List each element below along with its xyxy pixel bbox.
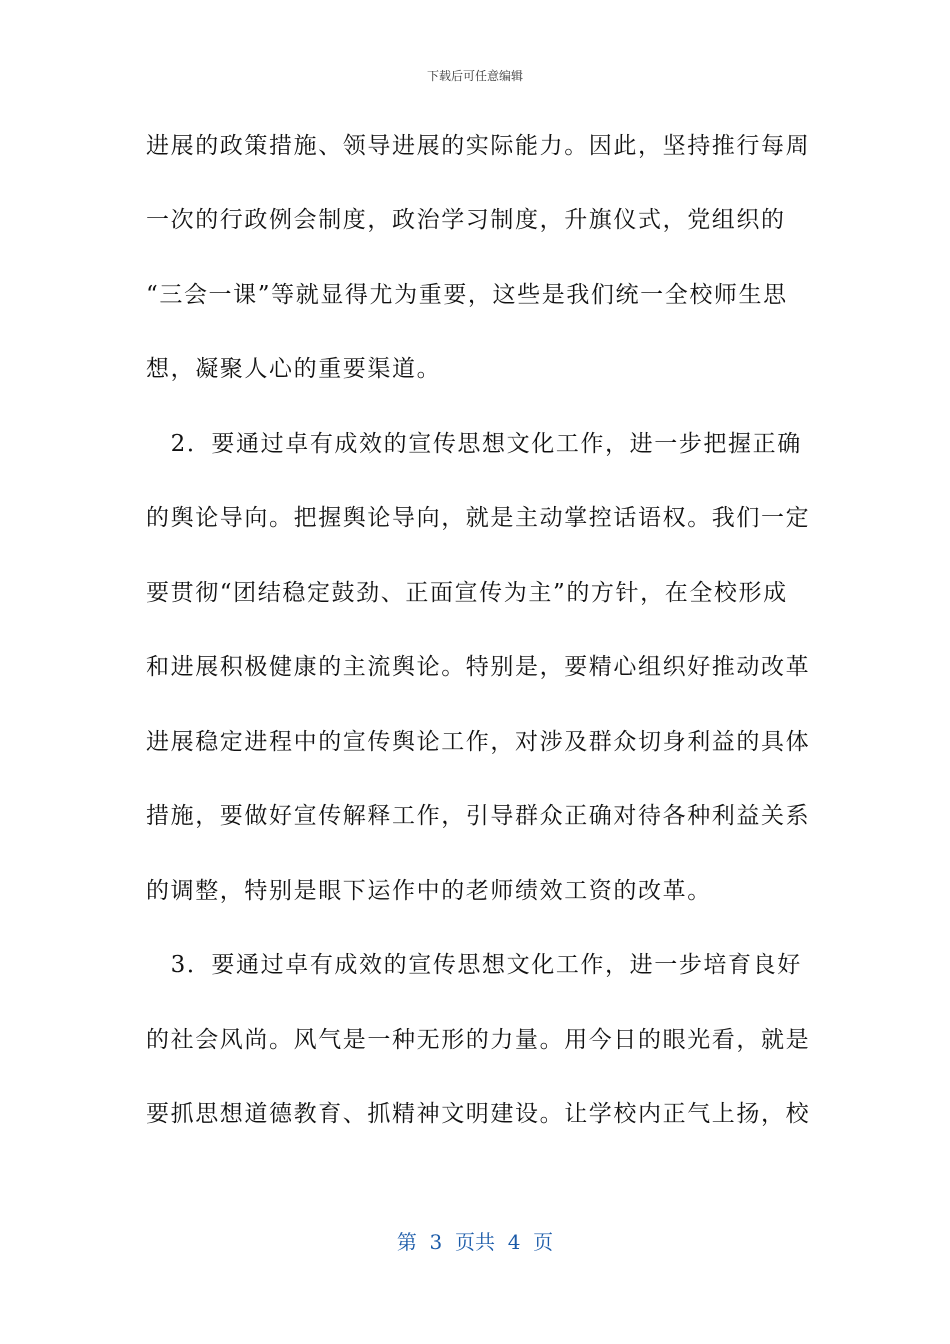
body-text-line: 要抓思想道德教育、抓精神文明建设。让学校内正气上扬，校 <box>146 1101 811 1127</box>
body-text-line: 的调整，特别是眼下运作中的老师绩效工资的改革。 <box>146 878 712 904</box>
body-text-line: 2．要通过卓有成效的宣传思想文化工作，进一步把握正确 <box>146 431 802 457</box>
body-text-line: 进展稳定进程中的宣传舆论工作，对涉及群众切身利益的具体 <box>146 729 811 755</box>
body-text-line: 的社会风尚。风气是一种无形的力量。用今日的眼光看，就是 <box>146 1027 811 1053</box>
body-text-line: 的舆论导向。把握舆论导向，就是主动掌控话语权。我们一定 <box>146 505 811 531</box>
body-text-line: 和进展积极健康的主流舆论。特别是，要精心组织好推动改革 <box>146 654 811 680</box>
body-text-line: 要贯彻“团结稳定鼓劲、正面宣传为主”的方针，在全校形成 <box>146 580 788 606</box>
body-text-line: 3．要通过卓有成效的宣传思想文化工作，进一步培育良好 <box>146 952 802 978</box>
page-number-footer: 第 3 页共 4 页 <box>396 1230 554 1254</box>
body-text-line: 一次的行政例会制度，政治学习制度，升旗仪式，党组织的 <box>146 207 786 233</box>
body-text-line: 措施，要做好宣传解释工作，引导群众正确对待各种利益关系 <box>146 803 811 829</box>
body-text-line: 进展的政策措施、领导进展的实际能力。因此，坚持推行每周 <box>146 133 811 159</box>
body-text-line: 想，凝聚人心的重要渠道。 <box>146 356 442 382</box>
body-text-line: “三会一课”等就显得尤为重要，这些是我们统一全校师生思 <box>146 282 788 308</box>
page-header: 下载后可任意编辑 <box>426 69 523 83</box>
